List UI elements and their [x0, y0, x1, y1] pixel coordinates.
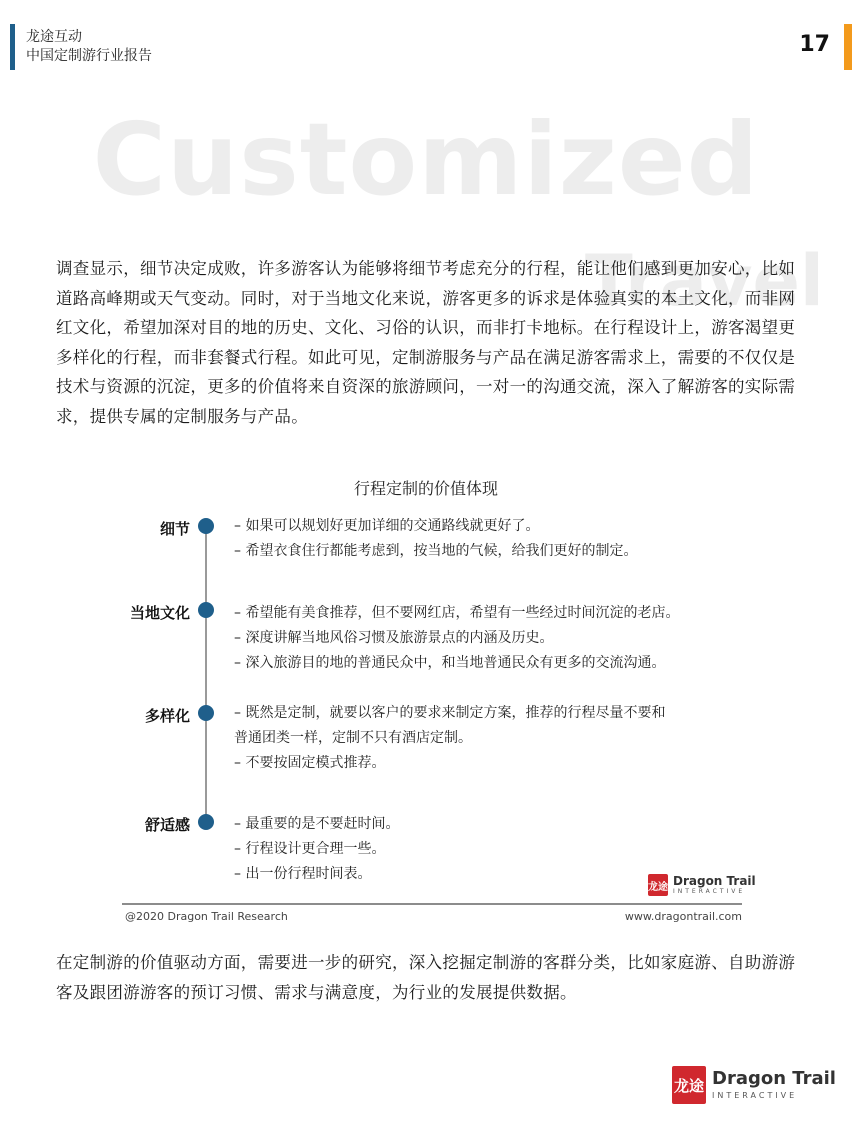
report-title: 中国定制游行业报告	[26, 48, 152, 64]
logo-name: Dragon Trail	[673, 874, 756, 888]
bullet-item: – 希望能有美食推荐，但不要网红店，希望有一些经过时间沉淀的老店。	[234, 605, 680, 621]
category-label: 舒适感	[144, 816, 190, 834]
category-label: 细节	[159, 520, 190, 538]
timeline-dot	[198, 814, 214, 830]
bullet-item: – 最重要的是不要赶时间。	[234, 816, 400, 832]
bullet-item: – 既然是定制，就要以客户的要求来制定方案，推荐的行程尽量不要和	[234, 705, 666, 721]
bullet-item: – 不要按固定模式推荐。	[234, 755, 386, 771]
figure-source: @2020 Dragon Trail Research	[125, 910, 288, 923]
bullet-item: – 出一份行程时间表。	[234, 866, 372, 882]
footer-logo	[672, 1066, 836, 1104]
timeline-dot	[198, 705, 214, 721]
figure-divider	[122, 903, 742, 905]
category-label: 多样化	[144, 707, 190, 725]
logo-subtitle: INTERACTIVE	[712, 1091, 798, 1100]
company-name: 龙途互动	[26, 29, 82, 45]
dragon-trail-logo-icon: 龙途	[648, 874, 668, 896]
watermark-text: Customized	[92, 101, 760, 218]
bullet-item: 普通团类一样，定制不只有酒店定制。	[234, 730, 472, 746]
body-paragraph-2: 在定制游的价值驱动方面，需要进一步的研究，深入挖掘定制游的客群分类，比如家庭游、自助游游客及跟团游游客的预订习惯、需求与满意度，为行业的发展提供数据。	[56, 953, 796, 1002]
bullet-item: – 深入旅游目的地的普通民众中，和当地普通民众有更多的交流沟通。	[234, 655, 666, 671]
bullet-item: – 如果可以规划好更加详细的交通路线就更好了。	[234, 518, 540, 534]
bullet-item: – 行程设计更合理一些。	[234, 841, 386, 857]
page-number-accent-bar	[844, 24, 852, 70]
bullet-item: – 希望衣食住行都能考虑到，按当地的气候，给我们更好的制定。	[234, 543, 638, 559]
logo-name: Dragon Trail	[712, 1068, 836, 1089]
logo-subtitle: INTERACTIVE	[673, 888, 746, 895]
bullet-item: – 深度讲解当地风俗习惯及旅游景点的内涵及历史。	[234, 630, 554, 646]
timeline-line	[205, 528, 207, 828]
header	[26, 28, 152, 66]
header-accent-bar	[10, 24, 15, 70]
body-paragraph-1: 调查显示，细节决定成败，许多游客认为能够将细节考虑充分的行程，能让他们感到更加安心，比如道路高峰期或天气变动。同时，对于当地文化来说，游客更多的诉求是体验真实的本土文化，而非网红文化，希望加深对目的地的历史、文化、习俗的认识，而非打卡地标。在行程设计上，游客渴望更多样化的行程，而非套餐式行程。如此可见，定制游服务与产品在满足游客需求上，需要的不仅仅是技术与资源的沉淀，更多的价值将来自资深的旅游顾问，一对一的沟通交流，深入了解游客的实际需求，提供专属的定制服务与产品。	[56, 259, 796, 426]
timeline-dot	[198, 518, 214, 534]
category-label: 当地文化	[129, 604, 190, 622]
figure-title: 行程定制的价值体现	[353, 479, 498, 498]
timeline-dot	[198, 602, 214, 618]
figure-url: www.dragontrail.com	[624, 910, 742, 923]
watermark-text-2: Travel	[585, 240, 824, 322]
page-number: 17	[799, 32, 830, 57]
dragon-trail-logo-icon: 龙途	[672, 1066, 706, 1104]
figure-logo	[648, 874, 756, 896]
